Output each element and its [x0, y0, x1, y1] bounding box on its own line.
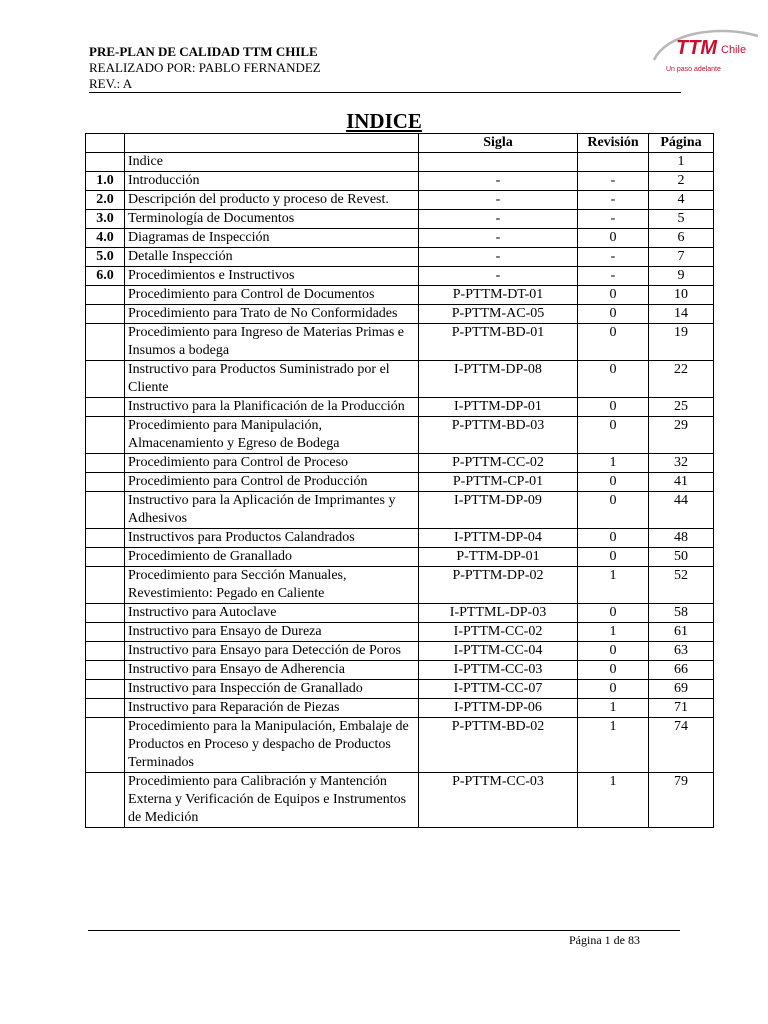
cell-description: Terminología de Documentos — [125, 210, 419, 229]
cell-number — [86, 661, 125, 680]
cell-number — [86, 398, 125, 417]
cell-number — [86, 548, 125, 567]
table-row — [86, 699, 714, 718]
table-row — [86, 680, 714, 699]
cell-page: 52 — [649, 567, 714, 604]
cell-revision: 0 — [578, 680, 649, 699]
cell-page: 10 — [649, 286, 714, 305]
cell-revision: - — [578, 210, 649, 229]
cell-revision: 0 — [578, 548, 649, 567]
cell-revision: - — [578, 248, 649, 267]
cell-page: 63 — [649, 642, 714, 661]
cell-page: 74 — [649, 718, 714, 773]
cell-page: 9 — [649, 267, 714, 286]
cell-description: Instructivo para Productos Suministrado por el Cliente — [125, 361, 419, 398]
cell-page: 66 — [649, 661, 714, 680]
cell-sigla: I-PTTM-DP-08 — [419, 361, 578, 398]
document-revision: REV.: A — [89, 76, 133, 91]
cell-number: 2.0 — [86, 191, 125, 210]
cell-page: 79 — [649, 773, 714, 828]
cell-page: 4 — [649, 191, 714, 210]
cell-page: 1 — [649, 153, 714, 172]
cell-revision: 0 — [578, 661, 649, 680]
cell-revision: 1 — [578, 699, 649, 718]
table-row — [86, 267, 714, 286]
table-row — [86, 548, 714, 567]
cell-sigla: I-PTTM-DP-01 — [419, 398, 578, 417]
cell-description: Procedimiento para Ingreso de Materias Primas e Insumos a bodega — [125, 324, 419, 361]
cell-description: Procedimiento para Manipulación, Almacenamiento y Egreso de Bodega — [125, 417, 419, 454]
cell-description: Procedimientos e Instructivos — [125, 267, 419, 286]
table-row — [86, 398, 714, 417]
cell-revision: 1 — [578, 623, 649, 642]
cell-number: 6.0 — [86, 267, 125, 286]
cell-page: 58 — [649, 604, 714, 623]
cell-sigla — [419, 153, 578, 172]
cell-revision: - — [578, 172, 649, 191]
table-row — [86, 623, 714, 642]
cell-page: 69 — [649, 680, 714, 699]
cell-revision: - — [578, 191, 649, 210]
cell-sigla: P-PTTM-AC-05 — [419, 305, 578, 324]
cell-page: 41 — [649, 473, 714, 492]
cell-revision: 1 — [578, 773, 649, 828]
cell-sigla: I-PTTM-CC-07 — [419, 680, 578, 699]
cell-description: Instructivo para la Planificación de la Producción — [125, 398, 419, 417]
cell-sigla: - — [419, 229, 578, 248]
cell-sigla: - — [419, 191, 578, 210]
footer-divider — [88, 930, 680, 931]
cell-number — [86, 623, 125, 642]
index-table — [85, 133, 714, 828]
cell-number — [86, 286, 125, 305]
cell-description: Instructivo para Ensayo de Adherencia — [125, 661, 419, 680]
cell-description: Instructivo para Reparación de Piezas — [125, 699, 419, 718]
cell-page: 22 — [649, 361, 714, 398]
cell-sigla: P-PTTM-BD-02 — [419, 718, 578, 773]
cell-sigla: P-PTTM-DT-01 — [419, 286, 578, 305]
cell-revision: 0 — [578, 229, 649, 248]
cell-description: Descripción del producto y proceso de Revest. — [125, 191, 419, 210]
cell-page: 2 — [649, 172, 714, 191]
cell-number — [86, 642, 125, 661]
cell-number: 4.0 — [86, 229, 125, 248]
page-number: Página 1 de 83 — [569, 933, 640, 947]
cell-revision — [578, 153, 649, 172]
cell-description: Instructivos para Productos Calandrados — [125, 529, 419, 548]
header-description — [125, 134, 419, 153]
cell-number — [86, 324, 125, 361]
cell-revision: 0 — [578, 398, 649, 417]
cell-number — [86, 567, 125, 604]
table-row — [86, 529, 714, 548]
document-title: PRE-PLAN DE CALIDAD TTM CHILE — [89, 44, 318, 59]
cell-sigla: - — [419, 210, 578, 229]
cell-revision: 0 — [578, 417, 649, 454]
cell-description: Procedimiento para la Manipulación, Embalaje de Productos en Proceso y despacho de Productos Terminados — [125, 718, 419, 773]
cell-number — [86, 153, 125, 172]
cell-description: Introducción — [125, 172, 419, 191]
cell-revision: 1 — [578, 567, 649, 604]
table-row — [86, 642, 714, 661]
table-row — [86, 604, 714, 623]
cell-sigla: P-PTTM-CC-02 — [419, 454, 578, 473]
cell-revision: 0 — [578, 529, 649, 548]
cell-revision: 0 — [578, 305, 649, 324]
cell-page: 61 — [649, 623, 714, 642]
table-row — [86, 286, 714, 305]
cell-description: Procedimiento para Control de Documentos — [125, 286, 419, 305]
header-num — [86, 134, 125, 153]
cell-number — [86, 699, 125, 718]
cell-page: 71 — [649, 699, 714, 718]
cell-number — [86, 773, 125, 828]
cell-number — [86, 454, 125, 473]
cell-revision: - — [578, 267, 649, 286]
table-row — [86, 153, 714, 172]
cell-revision: 1 — [578, 718, 649, 773]
header-divider — [89, 92, 681, 93]
table-row — [86, 210, 714, 229]
cell-sigla: I-PTTML-DP-03 — [419, 604, 578, 623]
table-row — [86, 773, 714, 828]
cell-number: 1.0 — [86, 172, 125, 191]
table-row — [86, 248, 714, 267]
cell-revision: 0 — [578, 286, 649, 305]
table-row — [86, 324, 714, 361]
cell-sigla: P-TTM-DP-01 — [419, 548, 578, 567]
cell-sigla: P-PTTM-CP-01 — [419, 473, 578, 492]
table-row — [86, 567, 714, 604]
cell-number: 3.0 — [86, 210, 125, 229]
cell-number — [86, 604, 125, 623]
cell-sigla: P-PTTM-BD-03 — [419, 417, 578, 454]
cell-sigla: P-PTTM-BD-01 — [419, 324, 578, 361]
cell-revision: 0 — [578, 361, 649, 398]
table-row — [86, 361, 714, 398]
table-row — [86, 191, 714, 210]
table-body — [86, 153, 714, 828]
cell-sigla: I-PTTM-DP-09 — [419, 492, 578, 529]
table-row — [86, 172, 714, 191]
logo-country: Chile — [721, 44, 747, 56]
cell-page: 7 — [649, 248, 714, 267]
cell-description: Procedimiento para Control de Producción — [125, 473, 419, 492]
table-row — [86, 492, 714, 529]
cell-page: 29 — [649, 417, 714, 454]
cell-sigla: I-PTTM-DP-06 — [419, 699, 578, 718]
cell-sigla: I-PTTM-DP-04 — [419, 529, 578, 548]
table-row — [86, 417, 714, 454]
header-sigla: Sigla — [419, 134, 578, 153]
cell-description: Procedimiento para Sección Manuales, Revestimiento: Pegado en Caliente — [125, 567, 419, 604]
table-row — [86, 454, 714, 473]
cell-page: 44 — [649, 492, 714, 529]
table-header-row — [86, 134, 714, 153]
cell-description: Instructivo para Ensayo de Dureza — [125, 623, 419, 642]
table-row — [86, 305, 714, 324]
cell-number — [86, 473, 125, 492]
cell-page: 6 — [649, 229, 714, 248]
cell-description: Instructivo para Ensayo para Detección de Poros — [125, 642, 419, 661]
cell-sigla: - — [419, 248, 578, 267]
cell-description: Instructivo para Inspección de Granallado — [125, 680, 419, 699]
cell-description: Procedimiento de Granallado — [125, 548, 419, 567]
cell-description: Procedimiento para Calibración y Mantención Externa y Verificación de Equipos e Instrumentos de Medición — [125, 773, 419, 828]
cell-page: 19 — [649, 324, 714, 361]
cell-page: 32 — [649, 454, 714, 473]
table-row — [86, 229, 714, 248]
cell-description: Procedimiento para Control de Proceso — [125, 454, 419, 473]
cell-number — [86, 718, 125, 773]
cell-number — [86, 305, 125, 324]
table-row — [86, 661, 714, 680]
cell-sigla: I-PTTM-CC-03 — [419, 661, 578, 680]
cell-sigla: - — [419, 172, 578, 191]
cell-revision: 0 — [578, 642, 649, 661]
cell-page: 14 — [649, 305, 714, 324]
cell-number — [86, 417, 125, 454]
table-row — [86, 718, 714, 773]
logo-tagline: Un paso adelante — [666, 66, 721, 73]
cell-revision: 0 — [578, 492, 649, 529]
document-author: REALIZADO POR: PABLO FERNANDEZ — [89, 60, 321, 75]
table-row — [86, 473, 714, 492]
cell-page: 5 — [649, 210, 714, 229]
cell-revision: 1 — [578, 454, 649, 473]
cell-page: 50 — [649, 548, 714, 567]
header-pagina: Página — [649, 134, 714, 153]
ttm-chile-logo — [646, 24, 766, 80]
cell-revision: 0 — [578, 473, 649, 492]
cell-sigla: I-PTTM-CC-02 — [419, 623, 578, 642]
cell-page: 48 — [649, 529, 714, 548]
cell-description: Indice — [125, 153, 419, 172]
cell-description: Diagramas de Inspección — [125, 229, 419, 248]
cell-sigla: P-PTTM-CC-03 — [419, 773, 578, 828]
cell-number — [86, 492, 125, 529]
cell-revision: 0 — [578, 324, 649, 361]
cell-sigla: P-PTTM-DP-02 — [419, 567, 578, 604]
cell-description: Detalle Inspección — [125, 248, 419, 267]
index-title: INDICE — [346, 109, 422, 133]
cell-page: 25 — [649, 398, 714, 417]
cell-number: 5.0 — [86, 248, 125, 267]
cell-number — [86, 680, 125, 699]
document-header — [89, 44, 321, 92]
header-revision: Revisión — [578, 134, 649, 153]
cell-description: Instructivo para la Aplicación de Imprimantes y Adhesivos — [125, 492, 419, 529]
cell-sigla: - — [419, 267, 578, 286]
cell-description: Procedimiento para Trato de No Conformidades — [125, 305, 419, 324]
cell-description: Instructivo para Autoclave — [125, 604, 419, 623]
cell-revision: 0 — [578, 604, 649, 623]
cell-number — [86, 529, 125, 548]
logo-brand: TTM — [676, 37, 718, 59]
cell-sigla: I-PTTM-CC-04 — [419, 642, 578, 661]
cell-number — [86, 361, 125, 398]
